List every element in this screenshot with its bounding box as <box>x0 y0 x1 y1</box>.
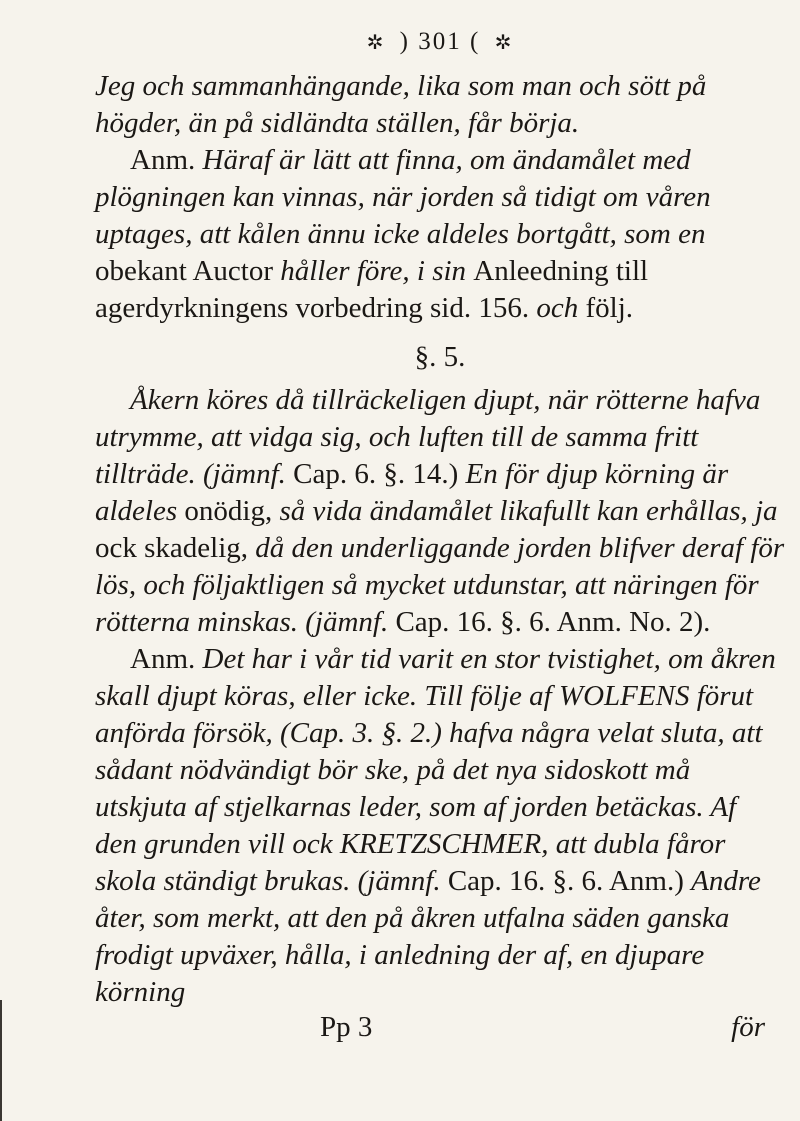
text-span: Häraf är lätt att finna, om ändamålet med plögningen kan vinnas, när jorden så tidigt om våren uptages, att kålen ännu icke aldeles bortgått, som en <box>95 144 711 250</box>
page-footer <box>95 1011 785 1044</box>
margin-rule <box>0 1000 2 1121</box>
text-span: Cap. 6. §. 14.) <box>293 458 466 490</box>
book-page <box>95 28 785 1088</box>
text-span: håller före, i sin <box>280 255 474 287</box>
catchword: för <box>731 1011 765 1043</box>
paragraph-p1 <box>95 68 785 142</box>
text-span: Andre åter, som merkt, att den på åkren utfalna säden ganska frodigt upväxer, hålla, i anledning der af, en djupare körning <box>95 865 761 1008</box>
text-span: Anm. <box>130 144 203 176</box>
text-span: onödig, <box>184 495 280 527</box>
section-heading: §. 5. <box>414 341 466 373</box>
ornament-left-icon: ✲ <box>366 32 386 54</box>
ornament-right-icon: ✲ <box>494 32 514 54</box>
body-text <box>95 68 785 1011</box>
text-span: och <box>536 292 586 324</box>
text-span: följ. <box>585 292 634 324</box>
text-span: Jeg och sammanhängande, lika som man och sött på högder, än på sidländta ställen, får börja. <box>95 70 707 139</box>
text-span: Anleedning till agerdyrkningens vorbedring sid. 156. <box>95 255 649 324</box>
running-header <box>95 28 785 56</box>
paragraph-p3 <box>95 382 785 641</box>
paragraph-p2 <box>95 142 785 327</box>
paragraph-p4 <box>95 641 785 1011</box>
text-span: Cap. 16. §. 6. Anm. No. 2). <box>395 606 711 638</box>
text-span: då den underliggande jorden blifver deraf för lös, och följaktligen så mycket utdunstar, att näringen för rötterna minskas. (jämnf. <box>95 532 785 638</box>
text-span: Det har i vår tid varit en stor tvistighet, om åkren skall djupt köras, eller icke. Till följe af WOLFENS förut anförda försök, (Cap. 3. §. 2.) hafva några velat sluta, att sådant nödvändigt bör ske, på det nya sidoskott må utskjuta af stjelkarnas leder, som af jorden betäckas. Af den grunden vill ock KRETZSCHMER, att dubla fåror skola ständigt brukas. (jämnf. <box>95 643 776 897</box>
text-span: Anm. <box>130 643 203 675</box>
text-span: En för djup körning är aldeles <box>95 458 729 527</box>
text-span: så vida ändamålet likafullt kan erhållas, ja <box>279 495 778 527</box>
text-span: ock skadelig, <box>95 532 256 564</box>
text-span: Åkern köres då tillräckeligen djupt, när rötterne hafva utrymme, att vidga sig, och luften till de samma fritt tillträde. (jämnf. <box>95 384 761 490</box>
text-span: Cap. 16. §. 6. Anm.) <box>447 865 692 897</box>
page-number: ) 301 ( <box>399 28 481 55</box>
text-span: obekant Auctor <box>95 255 281 287</box>
signature-mark: Pp 3 <box>320 1011 373 1043</box>
